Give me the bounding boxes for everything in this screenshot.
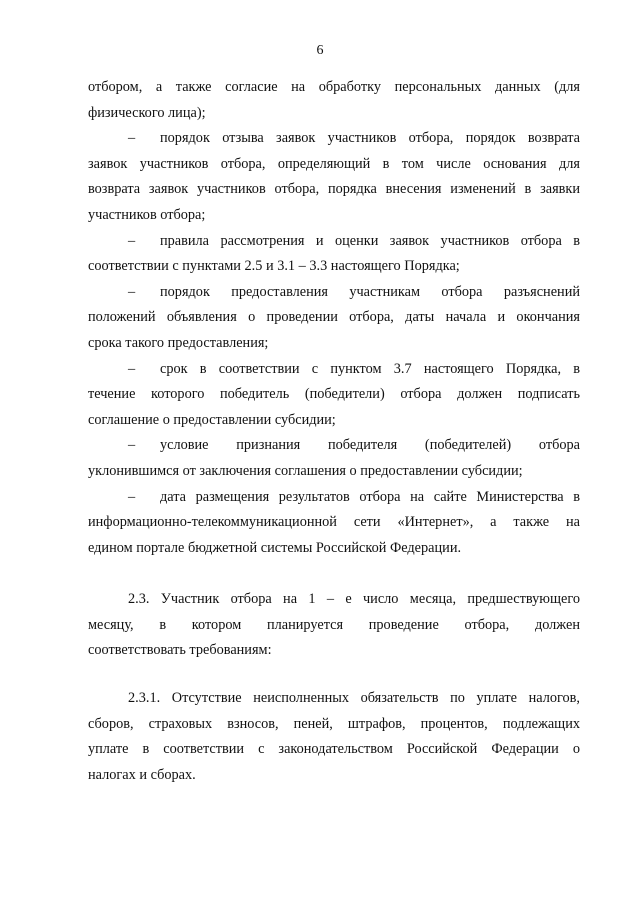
- section-first-line: 2.3. Участник отбора на 1 – е число месяца, предшествующего: [128, 591, 580, 608]
- text-line: информационно-телекоммуникационной сети «Интернет», а также на: [88, 514, 580, 531]
- text-line: уклонившимся от заключения соглашения о предоставлении субсидии;: [88, 462, 523, 479]
- dash-bullet: –: [128, 283, 136, 300]
- text-line: физического лица);: [88, 104, 206, 121]
- dash-bullet: –: [128, 437, 136, 454]
- page-number: 6: [316, 43, 324, 58]
- list-item-evasion-condition: [88, 433, 580, 484]
- text-line: соответствовать требованиям:: [88, 642, 272, 659]
- list-item-first-line: срок в соответствии с пунктом 3.7 настоящего Порядка, в: [160, 360, 580, 377]
- dash-bullet: –: [128, 130, 136, 147]
- text-line: уплате в соответствии с законодательством Российской Федерации о: [88, 741, 580, 758]
- list-item-signing-deadline: [88, 357, 580, 434]
- text-line: сборов, страховых взносов, пеней, штрафов, процентов, подлежащих: [88, 715, 580, 732]
- text-line: заявок участников отбора, определяющий в том числе основания для: [88, 155, 580, 172]
- text-line: течение которого победитель (победители) отбора должен подписать: [88, 386, 580, 403]
- text-line: месяцу, в котором планируется проведение отбора, должен: [88, 616, 580, 633]
- text-line: участников отбора;: [88, 206, 206, 223]
- dash-bullet: –: [128, 488, 136, 505]
- list-item-first-line: условие признания победителя (победителей) отбора: [160, 437, 580, 454]
- intro-paragraph: [88, 75, 580, 126]
- text-line: срока такого предоставления;: [88, 334, 269, 351]
- list-item-review-rules: [88, 229, 580, 280]
- paragraph-gap: [88, 561, 580, 587]
- text-line: отбором, а также согласие на обработку персональных данных (для: [88, 79, 580, 95]
- document-body: [88, 75, 580, 788]
- text-line: соответствии с пунктами 2.5 и 3.1 – 3.3 настоящего Порядка;: [88, 258, 460, 275]
- dash-bullet: –: [128, 360, 136, 377]
- dash-bullet: –: [128, 232, 136, 249]
- list-item-clarifications: [88, 280, 580, 357]
- list-item-first-line: правила рассмотрения и оценки заявок участников отбора в: [160, 232, 580, 249]
- list-item-results-publication: [88, 485, 580, 562]
- list-item-first-line: порядок отзыва заявок участников отбора, порядок возврата: [160, 130, 580, 147]
- text-line: положений объявления о проведении отбора, даты начала и окончания: [88, 309, 580, 326]
- section-first-line: 2.3.1. Отсутствие неисполненных обязательств по уплате налогов,: [128, 690, 580, 707]
- list-item-first-line: порядок предоставления участникам отбора разъяснений: [160, 283, 580, 300]
- text-line: налогах и сборах.: [88, 766, 196, 783]
- text-line: соглашение о предоставлении субсидии;: [88, 411, 336, 428]
- list-item-first-line: дата размещения результатов отбора на сайте Министерства в: [160, 488, 580, 505]
- section-2-3: [88, 587, 580, 664]
- list-item-withdrawal: [88, 126, 580, 228]
- text-line: едином портале бюджетной системы Российской Федерации.: [88, 539, 462, 556]
- text-line: возврата заявок участников отбора, порядка внесения изменений в заявки: [88, 181, 580, 198]
- section-2-3-1: [88, 686, 580, 788]
- paragraph-gap: [88, 664, 580, 686]
